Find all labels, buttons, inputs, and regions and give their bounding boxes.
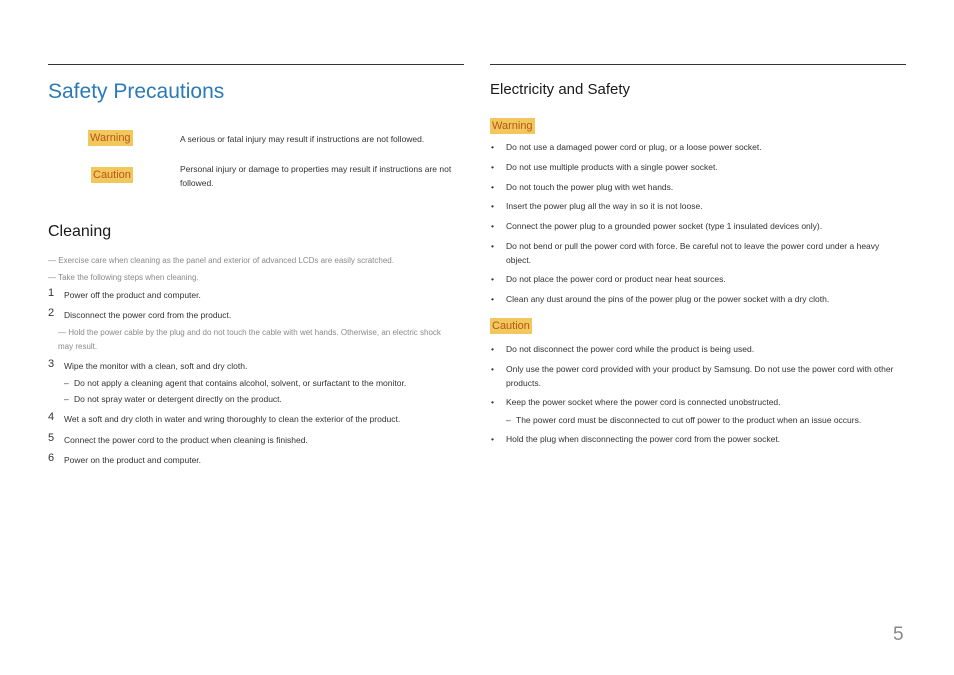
right-column bbox=[490, 64, 906, 444]
list-subitem bbox=[490, 413, 906, 427]
step-3-subitem bbox=[64, 392, 282, 406]
step-text: Disconnect the power cord from the product. bbox=[64, 310, 232, 320]
top-rule-left bbox=[48, 64, 464, 65]
step-2-note-text: Hold the power cable by the plug and do not touch the cable with wet hands. Otherwise, an electric shock may result. bbox=[58, 328, 441, 351]
list-item bbox=[490, 292, 906, 306]
step-number: 1 bbox=[48, 287, 55, 299]
step-text: Wet a soft and dry cloth in water and wring thoroughly to clean the exterior of the product. bbox=[64, 414, 401, 424]
list-item-text: Insert the power plug all the way in so it is not loose. bbox=[506, 201, 703, 211]
bullet-icon: • bbox=[491, 182, 494, 192]
list-item-text: Do not use multiple products with a single power socket. bbox=[506, 162, 718, 172]
step-number: 3 bbox=[48, 358, 55, 370]
caution-description: Personal injury or damage to properties may result if instructions are not followed. bbox=[180, 164, 452, 188]
step-text: Power off the product and computer. bbox=[64, 290, 201, 300]
cleaning-note bbox=[48, 254, 394, 268]
bullet-icon: • bbox=[491, 241, 494, 251]
dash-mark: – bbox=[64, 378, 69, 388]
list-item bbox=[490, 239, 906, 267]
dash-mark: – bbox=[506, 415, 511, 425]
list-item bbox=[490, 272, 906, 286]
subitem-text: Do not apply a cleaning agent that contains alcohol, solvent, or surfactant to the monitor. bbox=[74, 378, 407, 388]
list-item-text: Keep the power socket where the power cord is connected unobstructed. bbox=[506, 397, 781, 407]
list-item bbox=[490, 140, 906, 154]
caution-list bbox=[490, 342, 906, 446]
list-item bbox=[490, 180, 906, 194]
list-item-text: Do not bend or pull the power cord with force. Be careful not to leave the power cord under a heavy object. bbox=[506, 241, 880, 265]
list-item-text: Do not disconnect the power cord while the product is being used. bbox=[506, 344, 755, 354]
list-item-text: Do not place the power cord or product near heat sources. bbox=[506, 274, 726, 284]
note-mark-icon: ― bbox=[58, 328, 66, 337]
list-item bbox=[490, 199, 906, 213]
step-number: 6 bbox=[48, 452, 55, 464]
list-item-text: Connect the power plug to a grounded power socket (type 1 insulated devices only). bbox=[506, 221, 823, 231]
list-item-text: Do not touch the power plug with wet hands. bbox=[506, 182, 674, 192]
step-text: Power on the product and computer. bbox=[64, 455, 202, 465]
note-mark-icon: ― bbox=[48, 273, 56, 282]
note-mark-icon: ― bbox=[48, 256, 56, 265]
cleaning-note-text: Exercise care when cleaning as the panel and exterior of advanced LCDs are easily scratched. bbox=[58, 256, 394, 265]
step-number: 2 bbox=[48, 307, 55, 319]
bullet-icon: • bbox=[491, 142, 494, 152]
bullet-icon: • bbox=[491, 162, 494, 172]
bullet-icon: • bbox=[491, 397, 494, 407]
list-item bbox=[490, 342, 906, 356]
bullet-icon: • bbox=[491, 201, 494, 211]
top-rule-right bbox=[490, 64, 906, 65]
list-item-text: Only use the power cord provided with your product by Samsung. Do not use the power cord with other products. bbox=[506, 364, 894, 388]
step-text: Wipe the monitor with a clean, soft and dry cloth. bbox=[64, 361, 248, 371]
list-item-text: Clean any dust around the pins of the power plug or the power socket with a dry cloth. bbox=[506, 294, 830, 304]
bullet-icon: • bbox=[491, 221, 494, 231]
page-title: Safety Precautions bbox=[48, 80, 225, 103]
step-number: 4 bbox=[48, 411, 55, 423]
step-text: Connect the power cord to the product when cleaning is finished. bbox=[64, 435, 308, 445]
list-item bbox=[490, 160, 906, 174]
caution-badge: Caution bbox=[492, 320, 530, 332]
bullet-icon: • bbox=[491, 294, 494, 304]
warning-list bbox=[490, 140, 906, 306]
step-3-subitem bbox=[64, 376, 406, 390]
warning-description: A serious or fatal injury may result if instructions are not followed. bbox=[180, 134, 425, 144]
step-number: 5 bbox=[48, 432, 55, 444]
list-item-text: Hold the plug when disconnecting the power cord from the power socket. bbox=[506, 434, 781, 444]
list-item bbox=[490, 362, 906, 390]
list-item bbox=[490, 432, 906, 446]
left-column bbox=[48, 64, 464, 465]
bullet-icon: • bbox=[491, 364, 494, 374]
bullet-icon: • bbox=[491, 434, 494, 444]
list-item-text: Do not use a damaged power cord or plug, or a loose power socket. bbox=[506, 142, 762, 152]
warning-badge: Warning bbox=[492, 120, 533, 132]
caution-badge: Caution bbox=[93, 169, 131, 181]
page-number: 5 bbox=[893, 624, 904, 645]
cleaning-note-text: Take the following steps when cleaning. bbox=[58, 273, 199, 282]
subitem-text: Do not spray water or detergent directly on the product. bbox=[74, 394, 282, 404]
cleaning-heading: Cleaning bbox=[48, 223, 112, 240]
warning-badge: Warning bbox=[90, 132, 131, 144]
list-item bbox=[490, 395, 906, 409]
step-2-note bbox=[58, 326, 458, 354]
bullet-icon: • bbox=[491, 274, 494, 284]
electricity-heading: Electricity and Safety bbox=[490, 81, 631, 98]
dash-mark: – bbox=[64, 394, 69, 404]
cleaning-note bbox=[48, 271, 199, 285]
bullet-icon: • bbox=[491, 344, 494, 354]
subitem-text: The power cord must be disconnected to cut off power to the product when an issue occurs. bbox=[516, 415, 862, 425]
list-item bbox=[490, 219, 906, 233]
